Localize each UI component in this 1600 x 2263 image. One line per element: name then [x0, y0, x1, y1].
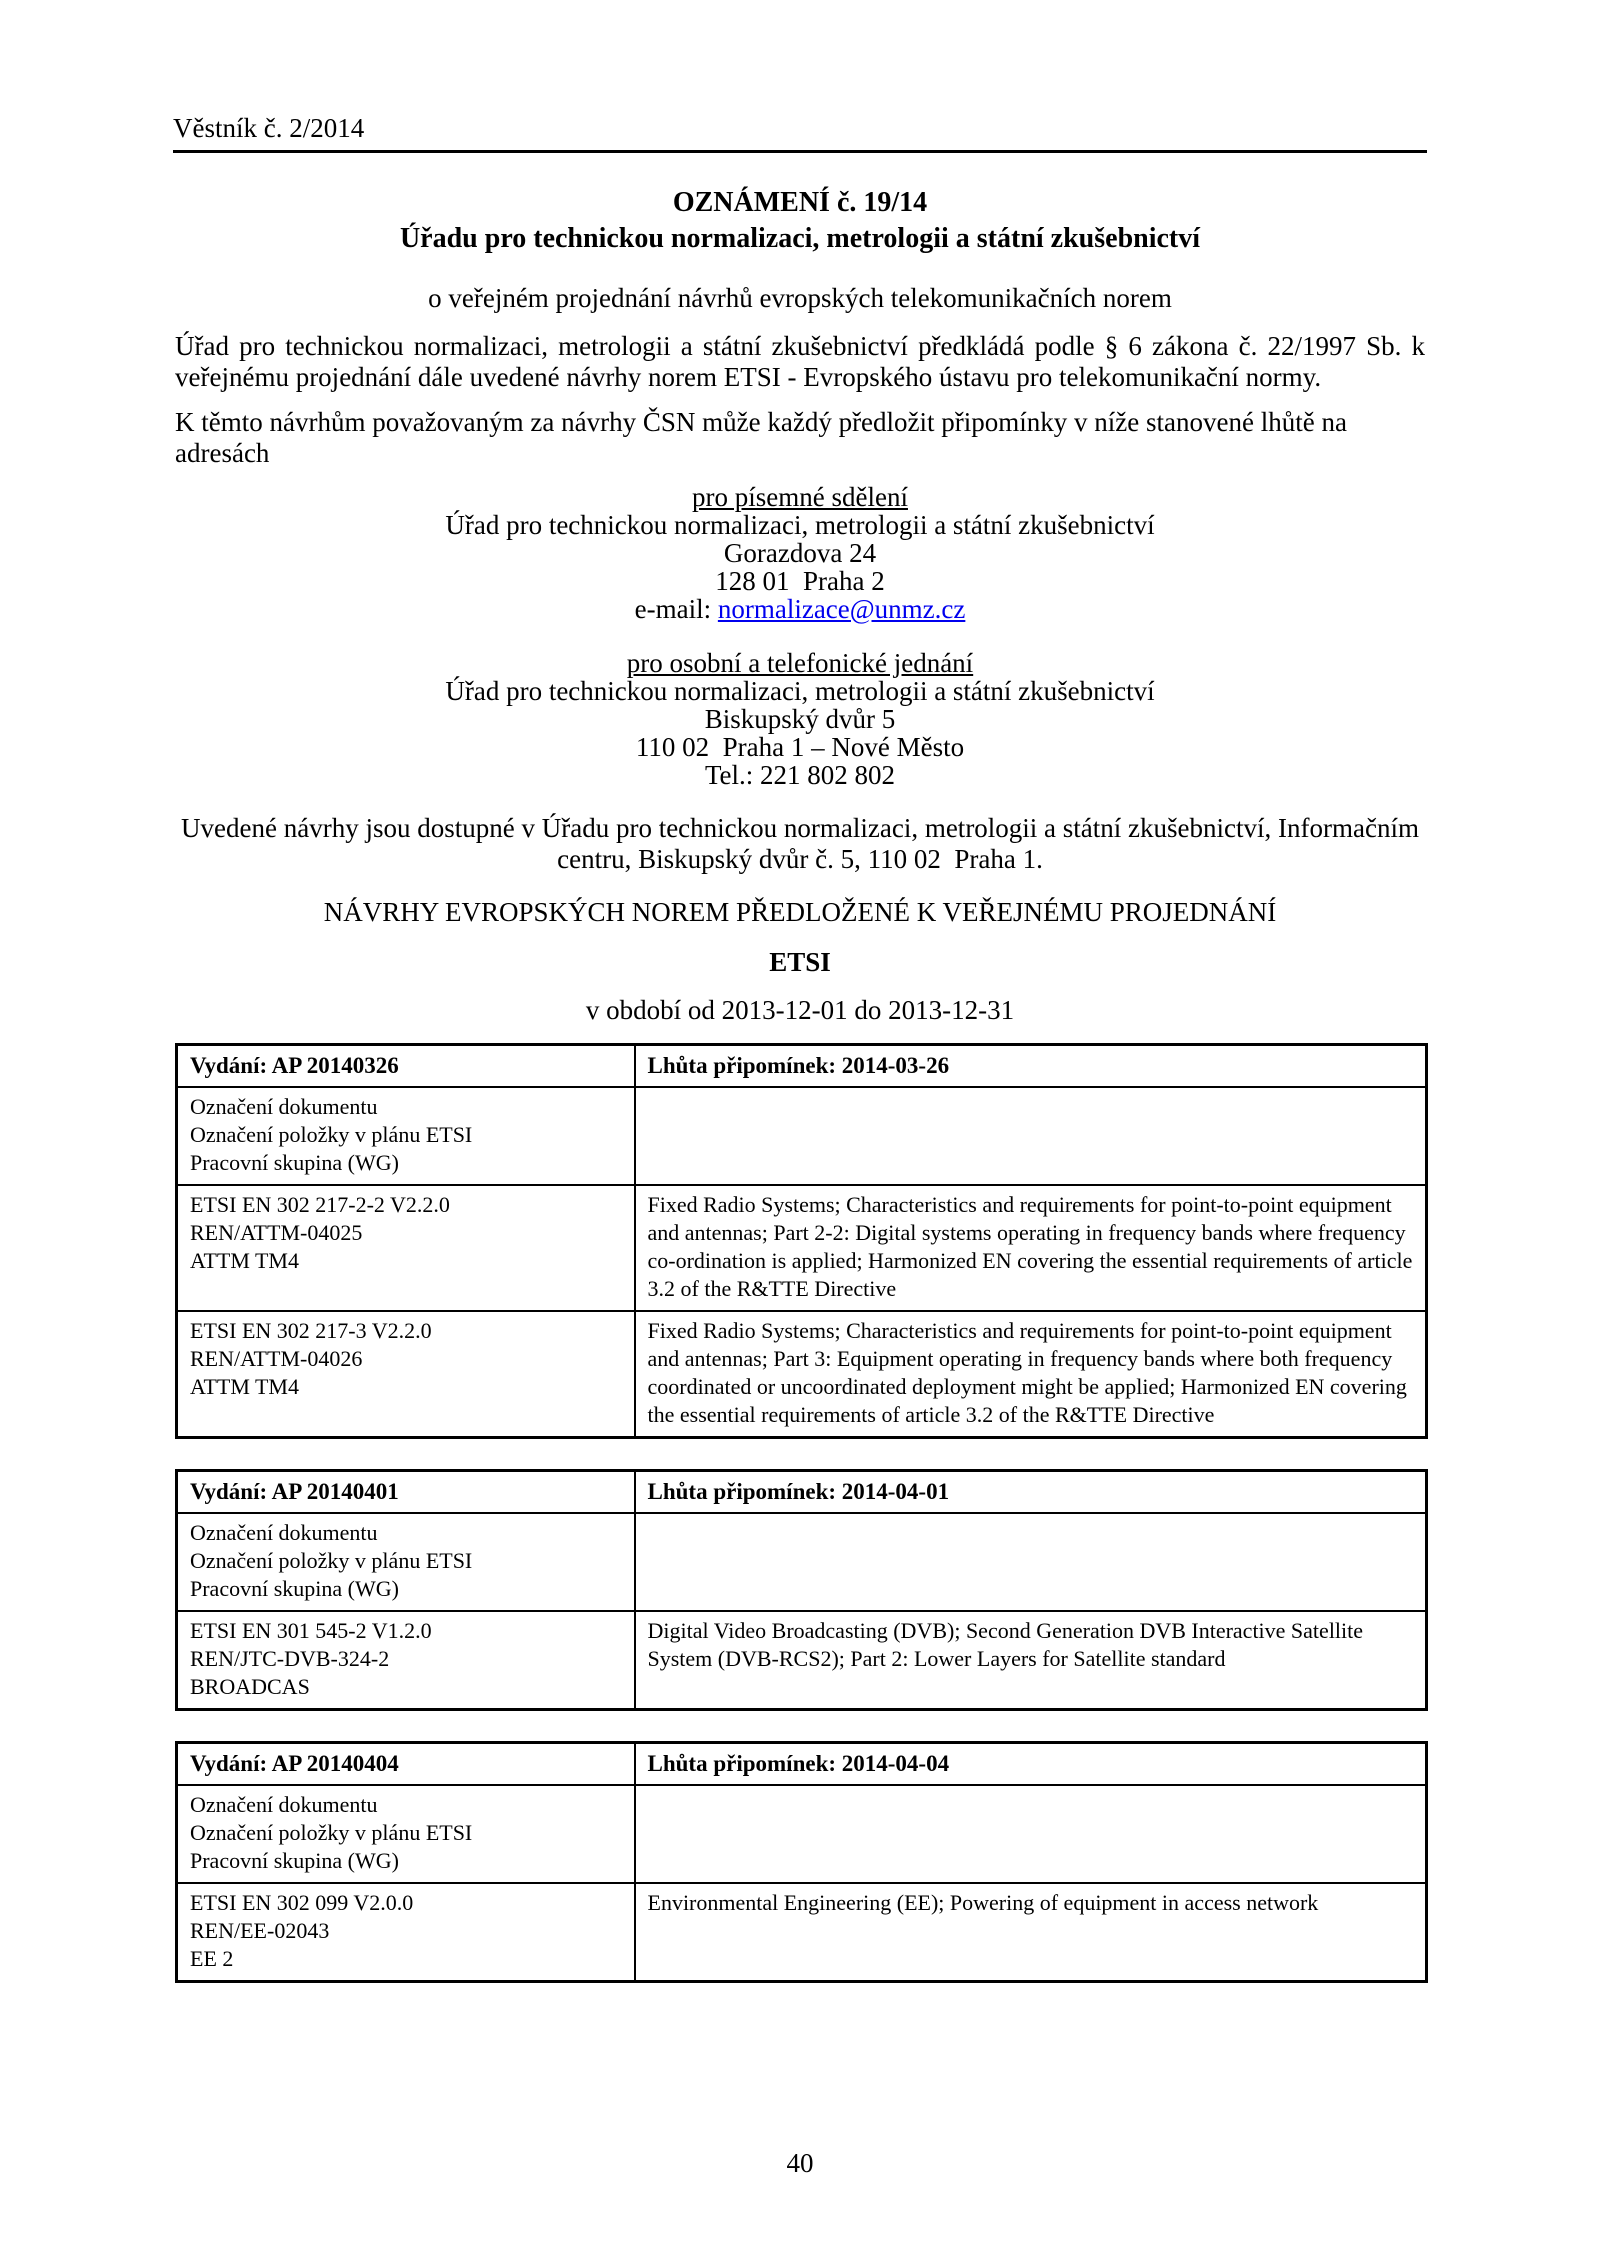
designation-line: REN/ATTM-04025 [190, 1220, 363, 1245]
column-header-line: Označení dokumentu [190, 1094, 378, 1119]
column-header-line: Označení dokumentu [190, 1792, 378, 1817]
email-label: e-mail: [634, 594, 718, 624]
announcement-authority: Úřadu pro technickou normalizaci, metrologii a státní zkušebnictví [399, 223, 1201, 254]
table-row [177, 1883, 1427, 1982]
designation-line: REN/JTC-DVB-324-2 [190, 1646, 390, 1671]
announcement-title-block [0, 185, 1600, 257]
announcement-number: OZNÁMENÍ č. 19/14 [672, 187, 928, 218]
table-2-header-row [177, 1471, 1427, 1514]
table-3-column-header-cell [177, 1785, 635, 1883]
designation-line: ETSI EN 302 217-2-2 V2.2.0 [190, 1192, 450, 1217]
written-contact-block [0, 483, 1600, 623]
designation-line: REN/EE-02043 [190, 1918, 330, 1943]
table-row [177, 1185, 1427, 1311]
intro-paragraph: Úřad pro technickou normalizaci, metrologii a státní zkušebnictví předkládá podle § 6 zákona č. 22/1997 Sb. k veřejnému projednání dále uvedené návrhy norem ETSI - Evropského ústavu pro telekomunikační normy. [175, 331, 1425, 392]
description-cell: Fixed Radio Systems; Characteristics and requirements for point-to-point equipment and antennas; Part 3: Equipment operating in frequency bands where both frequency coordinated or uncoordinated deployment might be applied; Harmonized EN covering the essential requirements of article 3.2 of the R&TTE Directive [635, 1311, 1427, 1438]
designation-line: ETSI EN 301 545-2 V1.2.0 [190, 1618, 432, 1643]
personal-contact-street: Biskupský dvůr 5 [704, 704, 896, 734]
standards-table-1 [175, 1043, 1428, 1439]
availability-paragraph: Uvedené návrhy jsou dostupné v Úřadu pro technickou normalizaci, metrologii a státní zkušebnictví, Informačním centru, Biskupský dvůr č. 5, 110 02 Praha 1. [181, 813, 1419, 874]
column-header-line: Označení dokumentu [190, 1520, 378, 1545]
announcement-subtitle: o veřejném projednání návrhů evropských telekomunikačních norem [428, 283, 1172, 313]
standards-table-3 [175, 1741, 1428, 1983]
personal-contact-office: Úřad pro technickou normalizaci, metrologii a státní zkušebnictví [445, 676, 1155, 706]
table-3-column-header-row [177, 1785, 1427, 1883]
column-header-line: Pracovní skupina (WG) [190, 1848, 399, 1873]
masthead-title: Věstník č. 2/2014 [173, 112, 1427, 153]
description-cell: Digital Video Broadcasting (DVB); Second Generation DVB Interactive Satellite System (DVB-RCS2); Part 2: Lower Layers for Satellite standard [635, 1611, 1427, 1710]
standards-table-2 [175, 1469, 1428, 1711]
table-2-deadline-label: Lhůta připomínek: 2014-04-01 [635, 1471, 1427, 1514]
column-header-line: Pracovní skupina (WG) [190, 1150, 399, 1175]
table-3-deadline-label: Lhůta připomínek: 2014-04-04 [635, 1743, 1427, 1786]
column-header-line: Označení položky v plánu ETSI [190, 1820, 473, 1845]
designation-line: REN/ATTM-04026 [190, 1346, 363, 1371]
table-1-header-row [177, 1045, 1427, 1088]
page-number: 40 [786, 2148, 814, 2178]
designation-line: ATTM TM4 [190, 1248, 299, 1273]
designation-cell [177, 1311, 635, 1438]
table-row [177, 1311, 1427, 1438]
designation-cell [177, 1611, 635, 1710]
column-header-line: Pracovní skupina (WG) [190, 1576, 399, 1601]
table-3-column-header-empty-cell [635, 1785, 1427, 1883]
table-1-issue-label: Vydání: AP 20140326 [177, 1045, 635, 1088]
email-link[interactable]: normalizace@unmz.cz [717, 594, 966, 624]
personal-contact-city: 110 02 Praha 1 – Nové Město [635, 732, 965, 762]
designation-cell [177, 1883, 635, 1982]
comment-paragraph: K těmto návrhům považovaným za návrhy ČSN může každý předložit připomínky v níže stanovené lhůtě na adresách [175, 407, 1347, 468]
table-2-column-header-empty-cell [635, 1513, 1427, 1611]
masthead [173, 0, 1427, 153]
personal-contact-block [0, 649, 1600, 789]
written-contact-city: 128 01 Praha 2 [715, 566, 885, 596]
written-contact-office: Úřad pro technickou normalizaci, metrologii a státní zkušebnictví [445, 510, 1155, 540]
column-header-line: Označení položky v plánu ETSI [190, 1548, 473, 1573]
description-cell: Fixed Radio Systems; Characteristics and requirements for point-to-point equipment and antennas; Part 2-2: Digital systems operating in frequency bands where frequency co-ordination is applied; Harmonized EN covering the essential requirements of article 3.2 of the R&TTE Directive [635, 1185, 1427, 1311]
section-heading: NÁVRHY EVROPSKÝCH NOREM PŘEDLOŽENÉ K VEŘEJNÉMU PROJEDNÁNÍ [323, 897, 1277, 927]
designation-line: BROADCAS [190, 1674, 310, 1699]
written-contact-heading: pro písemné sdělení [692, 482, 908, 512]
table-3-issue-label: Vydání: AP 20140404 [177, 1743, 635, 1786]
written-contact-email-line [0, 595, 1600, 623]
table-3-header-row [177, 1743, 1427, 1786]
description-cell: Environmental Engineering (EE); Powering of equipment in access network [635, 1883, 1427, 1982]
written-contact-street: Gorazdova 24 [723, 538, 877, 568]
table-1-column-header-cell [177, 1087, 635, 1185]
table-row [177, 1611, 1427, 1710]
personal-contact-heading: pro osobní a telefonické jednání [626, 648, 974, 678]
table-1-column-header-row [177, 1087, 1427, 1185]
designation-line: ETSI EN 302 099 V2.0.0 [190, 1890, 414, 1915]
table-1-deadline-label: Lhůta připomínek: 2014-03-26 [635, 1045, 1427, 1088]
organization-heading: ETSI [769, 947, 831, 977]
table-2-column-header-cell [177, 1513, 635, 1611]
table-1-column-header-empty-cell [635, 1087, 1427, 1185]
table-2-issue-label: Vydání: AP 20140401 [177, 1471, 635, 1514]
designation-line: EE 2 [190, 1946, 234, 1971]
period-line: v období od 2013-12-01 do 2013-12-31 [585, 995, 1015, 1025]
designation-line: ATTM TM4 [190, 1374, 299, 1399]
designation-line: ETSI EN 302 217-3 V2.2.0 [190, 1318, 432, 1343]
designation-cell [177, 1185, 635, 1311]
column-header-line: Označení položky v plánu ETSI [190, 1122, 473, 1147]
personal-contact-phone: Tel.: 221 802 802 [704, 760, 896, 790]
table-2-column-header-row [177, 1513, 1427, 1611]
